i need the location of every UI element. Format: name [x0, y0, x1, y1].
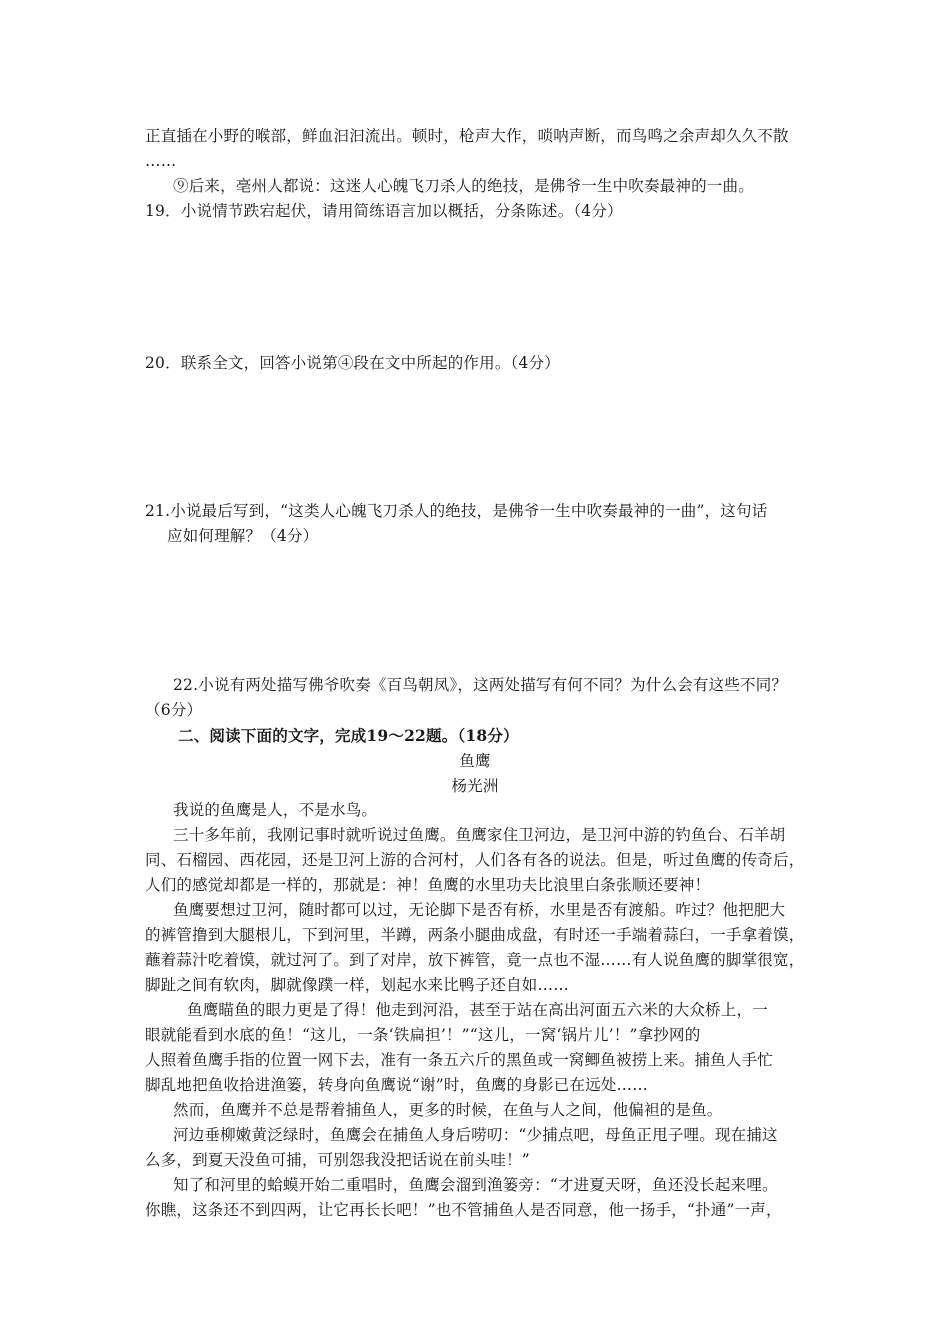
passage-line: 的裤管撸到大腿根儿，下到河里，半蹲，两条小腿曲成盘，有时还一手端着蒜臼，一手拿着馍， [145, 926, 805, 944]
question-21: 21.小说最后写到，“这类人心魄飞刀杀人的绝技，是佛爷一生中吹奏最神的一曲”，这句话 [145, 502, 768, 520]
passage-title: 鱼鹰 [459, 752, 491, 770]
passage-line: 河边垂柳嫩黄泛绿时，鱼鹰会在捕鱼人身后唠叨：“少捕点吧，母鱼正甩子哩。现在捕这 [173, 1126, 778, 1144]
passage-line: 同、石榴园、西花园，还是卫河上游的合河村，人们各有各的说法。但是，听过鱼鹰的传奇后， [145, 851, 805, 869]
passage-line: 人们的感觉却都是一样的，那就是：神！鱼鹰的水里功夫比浪里白条张顺还要神！ [145, 876, 711, 894]
passage-line: 知了和河里的蛤蟆开始二重唱时，鱼鹰会溜到渔篓旁：“才进夏天呀，鱼还没长起来哩。 [173, 1176, 778, 1194]
passage-line: 蘸着蒜汁吃着馍，就过河了。到了对岸，放下裤管，竟一点也不湿……有人说鱼鹰的脚掌很宽， [145, 951, 805, 969]
passage-line: 脚趾之间有软肉，脚就像蹼一样，划起水来比鸭子还自如…… [145, 976, 569, 994]
passage-line: 你瞧，这条还不到四两，让它再长长吧！”也不管捕鱼人是否同意，他一扬手，“扑通”一声， [145, 1201, 782, 1219]
passage-author: 杨光洲 [451, 777, 499, 795]
question-21-cont: 应如何理解？（4分） [167, 527, 319, 545]
question-22: 22.小说有两处描写佛爷吹奏《百鸟朝凤》，这两处描写有何不同？为什么会有这些不同？ [173, 676, 788, 694]
question-19: 19．小说情节跌宕起伏，请用简练语言加以概括，分条陈述。（4分） [145, 202, 623, 220]
passage-line: 人照着鱼鹰手指的位置一网下去，准有一条五六斤的黑鱼或一窝鲫鱼被捞上来。捕鱼人手忙 [145, 1051, 774, 1069]
question-22-cont: （6分） [145, 701, 203, 719]
passage-line: 三十多年前，我刚记事时就听说过鱼鹰。鱼鹰家住卫河边，是卫河中游的钓鱼台、石羊胡 [173, 826, 786, 844]
section-heading: 二、阅读下面的文字，完成19～22题。（18分） [178, 726, 519, 745]
passage-line: 鱼鹰瞄鱼的眼力更是了得！他走到河沿，甚至于站在高出河面五六米的大众桥上，一 [187, 1001, 768, 1019]
passage-line: 么多，到夏天没鱼可捕，可别怨我没把话说在前头哇！” [145, 1151, 530, 1169]
story-line: 正直插在小野的喉部，鲜血汩汩流出。顿时，枪声大作，唢呐声断，而鸟鸣之余声却久久不散 [145, 127, 789, 145]
passage-line: 鱼鹰要想过卫河，随时都可以过，无论脚下是否有桥，水里是否有渡船。咋过？他把肥大 [173, 901, 786, 919]
story-paragraph-9: ⑨后来，亳州人都说：这迷人心魄飞刀杀人的绝技，是佛爷一生中吹奏最神的一曲。 [173, 177, 754, 195]
passage-line: 然而，鱼鹰并不总是帮着捕鱼人，更多的时候，在鱼与人之间，他偏袒的是鱼。 [173, 1101, 723, 1119]
passage-line: 脚乱地把鱼收拾进渔篓，转身向鱼鹰说“谢”时，鱼鹰的身影已在远处…… [145, 1076, 648, 1094]
passage-line: 眼就能看到水底的鱼！“这儿，一条‘铁扁担’！”“这儿，一窝‘锅片儿’！”拿抄网的 [145, 1026, 701, 1044]
story-ellipsis: …… [145, 152, 177, 170]
passage-line: 我说的鱼鹰是人，不是水鸟。 [173, 801, 378, 819]
question-20: 20．联系全文，回答小说第④段在文中所起的作用。（4分） [145, 354, 560, 372]
